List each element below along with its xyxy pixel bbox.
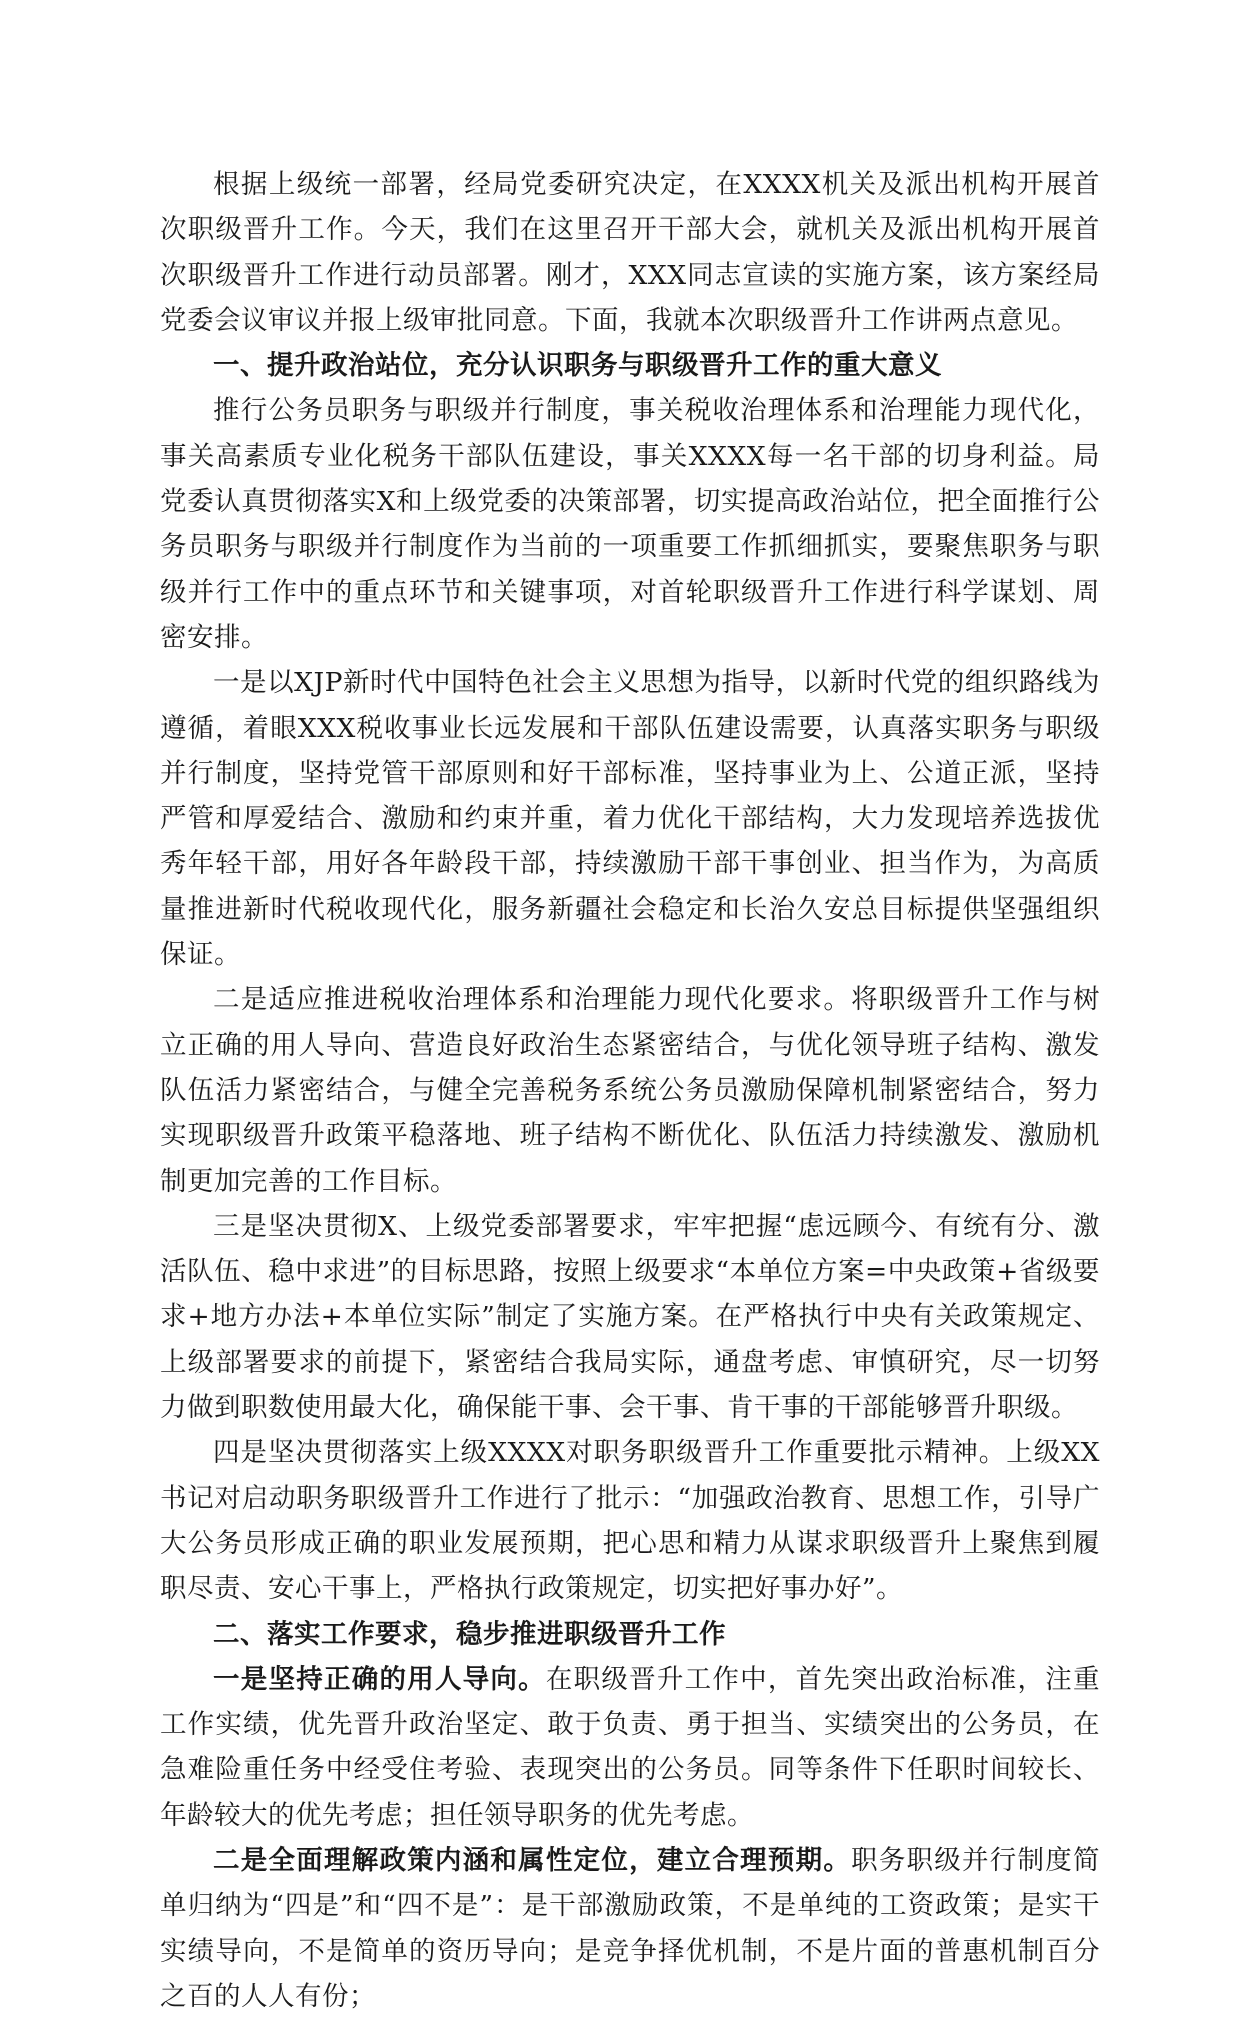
paragraph-point-2: 二是适应推进税收治理体系和治理能力现代化要求。将职级晋升工作与树立正确的用人导向、营造良好政治生态紧密结合，与优化领导班子结构、激发队伍活力紧密结合，与健全完善税务系统公务员激励保障机制紧密结合，努力实现职级晋升政策平稳落地、班子结构不断优化、队伍活力持续激发、激励机制更加完善的工作目标。: [160, 984, 1100, 1197]
paragraph-point-4: 四是坚决贯彻落实上级XXXX对职务职级晋升工作重要批示精神。上级XX书记对启动职务职级晋升工作进行了批示：“加强政治教育、思想工作，引导广大公务员形成正确的职业发展预期，把心思和精力从谋求职级晋升上聚焦到履职尽责、安心干事上，严格执行政策规定，切实把好事办好”。: [160, 1437, 1100, 1605]
paragraph-significance: 推行公务员职务与职级并行制度，事关税收治理体系和治理能力现代化，事关高素质专业化税务干部队伍建设，事关XXXX每一名干部的切身利益。局党委认真贯彻落实X和上级党委的决策部署，切实提高政治站位，把全面推行公务员职务与职级并行制度作为当前的一项重要工作抓细抓实，要聚焦职务与职级并行工作中的重点环节和关键事项，对首轮职级晋升工作进行科学谋划、周密安排。: [160, 395, 1100, 653]
section-heading-1: 一、提升政治站位，充分认识职务与职级晋升工作的重大意义: [213, 350, 942, 382]
paragraph-point-1: 一是以XJP新时代中国特色社会主义思想为指导，以新时代党的组织路线为遵循，着眼XXX税收事业长远发展和干部队伍建设需要，认真落实职务与职级并行制度，坚持党管干部原则和好干部标准，坚持事业为上、公道正派，坚持严管和厚爱结合、激励和约束并重，着力优化干部结构，大力发现培养选拔优秀年轻干部，用好各年龄段干部，持续激励干部干事创业、担当作为，为高质量推进新时代税收现代化，服务新疆社会稳定和长治久安总目标提供坚强组织保证。: [160, 667, 1100, 971]
paragraph-lead: 一是坚持正确的用人导向。: [213, 1663, 546, 1695]
paragraph-text: 职务职级并行制度简单归纳为“四是”和“四不是”：是干部激励政策，不是单纯的工资政策；是实干实绩导向，不是简单的资历导向；是竞争择优机制，不是片面的普惠机制百分之百的人人有份；: [160, 1844, 1101, 2012]
paragraph-lead: 二是全面理解政策内涵和属性定位，建立合理预期。: [213, 1844, 852, 1876]
paragraph-requirement-2: [160, 1838, 1100, 2019]
section-heading-2: 二、落实工作要求，稳步推进职级晋升工作: [213, 1618, 726, 1650]
paragraph-requirement-1: [160, 1657, 1100, 1838]
paragraph-intro: 根据上级统一部署，经局党委研究决定，在XXXX机关及派出机构开展首次职级晋升工作。今天，我们在这里召开干部大会，就机关及派出机构开展首次职级晋升工作进行动员部署。刚才，XXX同志宣读的实施方案，该方案经局党委会议审议并报上级审批同意。下面，我就本次职级晋升工作讲两点意见。: [160, 169, 1100, 336]
paragraph-point-3: 三是坚决贯彻X、上级党委部署要求，牢牢把握“虑远顾今、有统有分、激活队伍、稳中求进”的目标思路，按照上级要求“本单位方案=中央政策+省级要求+地方办法+本单位实际”制定了实施方案。在严格执行中央有关政策规定、上级部署要求的前提下，紧密结合我局实际，通盘考虑、审慎研究，尽一切努力做到职数使用最大化，确保能干事、会干事、肯干事的干部能够晋升职级。: [160, 1210, 1100, 1424]
document-body: [160, 162, 1100, 2019]
paragraph-text: 在职级晋升工作中，首先突出政治标准，注重工作实绩，优先晋升政治坚定、敢于负责、勇于担当、实绩突出的公务员，在急难险重任务中经受住考验、表现突出的公务员。同等条件下任职时间较长、年龄较大的优先考虑；担任领导职务的优先考虑。: [160, 1663, 1101, 1831]
